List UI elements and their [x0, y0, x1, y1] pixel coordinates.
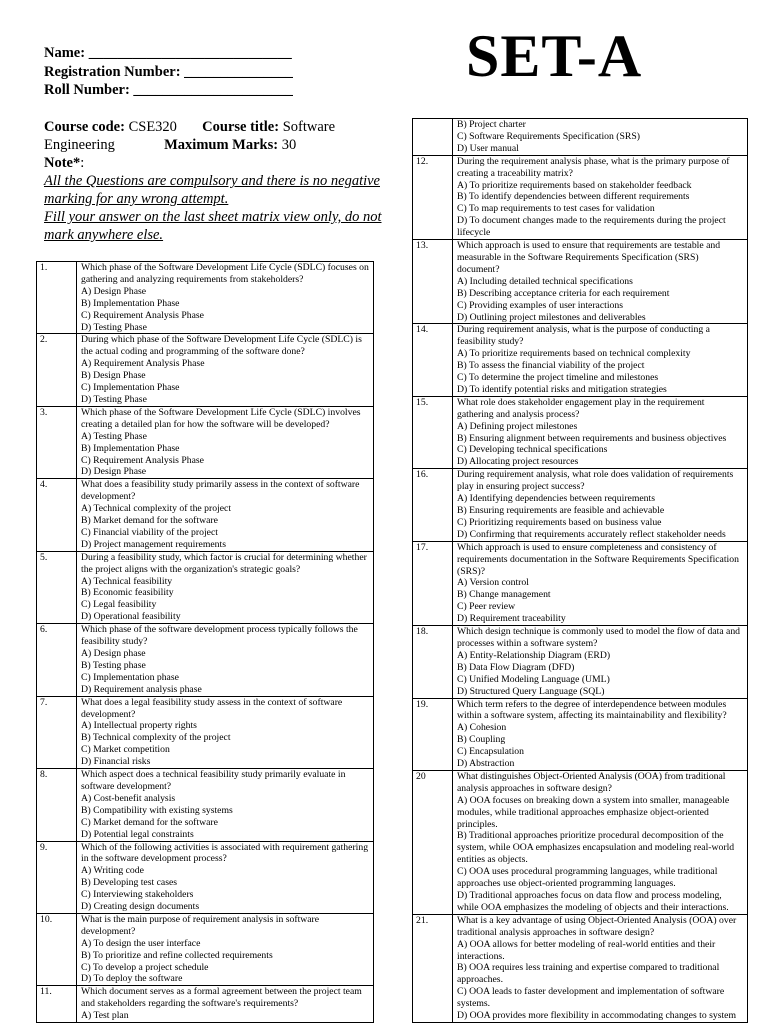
course-line-2 — [44, 136, 384, 154]
max-marks: 30 — [281, 137, 297, 153]
answer-option: A) Technical feasibility — [81, 575, 173, 587]
answer-option: A) OOA allows for better modeling of real-world entities and their interactions. — [457, 938, 716, 962]
question-row — [37, 696, 374, 768]
question-text: During requirement analysis, what is the purpose of conducting a feasibility study? — [457, 324, 710, 348]
answer-option: B) Economic feasibility — [81, 587, 174, 599]
answer-option: C) Legal feasibility — [81, 599, 157, 611]
question-row — [413, 914, 748, 1022]
question-body — [77, 551, 374, 623]
question-text: What does a legal feasibility study assess in the context of software development? — [81, 696, 343, 720]
question-number: 14. — [413, 324, 453, 396]
answer-option: A) Technical complexity of the project — [81, 503, 232, 515]
answer-option: C) OOA uses procedural programming languages, while traditional approaches use object-oriented programming languages. — [457, 866, 718, 890]
answer-option: C) Market competition — [81, 744, 170, 756]
question-row — [37, 406, 374, 478]
answer-option: D) Traditional approaches focus on data flow and process modeling, while OOA emphasizes the modeling of objects and their interactions. — [457, 890, 729, 913]
question-number: 5. — [37, 551, 77, 623]
answer-option: B) Project charter — [457, 119, 526, 130]
answer-option: B) Describing acceptance criteria for each requirement — [457, 287, 670, 299]
answer-option: B) Implementation Phase — [81, 297, 180, 309]
answer-option: D) Confirming that requirements accurately reflect stakeholder needs — [457, 528, 726, 540]
question-text: What is a key advantage of using Object-Oriented Analysis (OOA) over traditional analysis approaches in software design? — [457, 914, 737, 938]
answer-option: A) To prioritize requirements based on stakeholder feedback — [457, 179, 692, 191]
answer-option: A) Test plan — [81, 1010, 129, 1022]
answer-option: D) Testing Phase — [81, 321, 147, 333]
answer-option: A) To design the user interface — [81, 937, 201, 949]
question-number: 2. — [37, 334, 77, 406]
question-row — [37, 262, 374, 334]
answer-option: A) Design Phase — [81, 285, 147, 297]
answer-option: C) Software Requirements Specification (SRS) — [457, 130, 640, 142]
question-body — [453, 469, 748, 541]
registration-field-label: Registration Number: _______________ — [44, 63, 293, 80]
answer-option: B) Implementation Phase — [81, 442, 180, 454]
set-title: SET-A — [466, 23, 643, 89]
answer-option: D) Outlining project milestones and deliverables — [457, 311, 646, 323]
question-table-left — [36, 261, 374, 1023]
answer-option: A) Entity-Relationship Diagram (ERD) — [457, 649, 611, 661]
question-body — [453, 324, 748, 396]
question-text: Which document serves as a formal agreement between the project team and stakeholders regarding the software's requirements? — [81, 986, 362, 1010]
question-number: 12. — [413, 155, 453, 239]
answer-option: D) Requirement analysis phase — [81, 683, 202, 695]
answer-option: A) Testing Phase — [81, 430, 147, 442]
question-text: What role does stakeholder engagement play in the requirement gathering and analysis process? — [457, 396, 705, 420]
answer-option: C) Interviewing stakeholders — [81, 889, 194, 901]
question-number: 13. — [413, 240, 453, 324]
question-row — [37, 551, 374, 623]
answer-option: A) Defining project milestones — [457, 420, 578, 432]
note-colon: : — [80, 155, 85, 171]
answer-option: D) Allocating project resources — [457, 456, 579, 468]
course-title-label: Course title: — [202, 119, 280, 135]
answer-option: B) Change management — [457, 589, 551, 601]
answer-option: A) To prioritize requirements based on technical complexity — [457, 348, 691, 360]
max-marks-label: Maximum Marks: — [164, 137, 279, 153]
question-row — [37, 624, 374, 696]
question-row — [37, 334, 374, 406]
answer-option: B) Testing phase — [81, 659, 146, 671]
question-text: Which approach is used to ensure that requirements are testable and measurable in the Software Requirements Specification (SRS) document? — [457, 240, 721, 275]
question-body — [453, 698, 748, 770]
answer-option: D) OOA provides more flexibility in accommodating changes to system — [457, 1010, 736, 1022]
question-number: 9. — [37, 841, 77, 913]
question-body — [453, 541, 748, 625]
answer-option: C) Prioritizing requirements based on business value — [457, 516, 662, 528]
question-number: 10. — [37, 913, 77, 985]
question-text: During which phase of the Software Development Life Cycle (SDLC) is the actual coding and programming of the software done? — [81, 334, 362, 358]
answer-option: B) Design Phase — [81, 370, 146, 382]
question-row — [413, 119, 748, 156]
question-number: 6. — [37, 624, 77, 696]
question-row — [37, 913, 374, 985]
question-body — [453, 396, 748, 468]
answer-option: C) OOA leads to faster development and implementation of software systems. — [457, 986, 725, 1010]
answer-option: A) Intellectual property rights — [81, 720, 197, 732]
question-body — [453, 155, 748, 239]
name-field-label: Name: ____________________________ — [44, 45, 292, 61]
answer-option: D) Potential legal constraints — [81, 828, 194, 840]
answer-option: B) Market demand for the software — [81, 515, 218, 527]
answer-option: B) Ensuring alignment between requirements and business objectives — [457, 432, 727, 444]
question-body — [77, 262, 374, 334]
question-body — [77, 986, 374, 1023]
answer-option: D) User manual — [457, 142, 519, 154]
question-text: What distinguishes Object-Oriented Analysis (OOA) from traditional analysis approaches in software design? — [457, 770, 726, 794]
question-text: Which approach is used to ensure completeness and consistency of requirements documentation in the Software Requirements Specification (SRS)? — [457, 541, 739, 577]
question-body — [453, 626, 748, 698]
answer-option: D) To document changes made to the requirements during the project lifecycle — [457, 215, 726, 239]
question-number — [413, 119, 453, 156]
question-row — [413, 240, 748, 324]
question-text: Which aspect does a technical feasibility study primarily evaluate in software development? — [81, 769, 346, 792]
answer-option: C) Unified Modeling Language (UML) — [457, 673, 610, 685]
answer-option: C) Encapsulation — [457, 746, 524, 758]
answer-option: A) Writing code — [81, 865, 144, 877]
note-line-2: Fill your answer on the last sheet matrix view only, do not mark anywhere else. — [44, 209, 382, 243]
answer-option: B) Ensuring requirements are feasible and achievable — [457, 505, 665, 516]
question-number: 1. — [37, 262, 77, 334]
answer-option: C) To develop a project schedule — [81, 961, 209, 973]
question-body — [77, 841, 374, 913]
question-body — [77, 696, 374, 768]
answer-option: D) Design Phase — [81, 466, 147, 478]
answer-option: C) Financial viability of the project — [81, 526, 218, 538]
answer-option: A) Version control — [457, 577, 529, 589]
question-row — [413, 396, 748, 468]
answer-option: C) Developing technical specifications — [457, 444, 608, 456]
question-body — [453, 770, 748, 914]
question-row — [413, 155, 748, 239]
answer-option: B) OOA requires less training and expertise compared to traditional approaches. — [457, 962, 720, 986]
question-body — [77, 406, 374, 478]
answer-option: A) Cohesion — [457, 722, 507, 734]
answer-option: D) Project management requirements — [81, 538, 226, 550]
answer-option: B) To identify dependencies between different requirements — [457, 191, 690, 203]
question-number: 18. — [413, 626, 453, 698]
answer-option: D) To identify potential risks and mitigation strategies — [457, 383, 667, 395]
answer-option: C) Peer review — [457, 601, 516, 613]
question-row — [413, 770, 748, 914]
answer-option: A) Cost-benefit analysis — [81, 792, 176, 804]
course-title-part2: Engineering — [44, 137, 115, 153]
question-row — [413, 626, 748, 698]
question-text: Which phase of the Software Development Life Cycle (SDLC) involves creating a detailed plan for how the software will be developed? — [81, 406, 361, 430]
question-body — [77, 913, 374, 985]
course-code-label: Course code: — [44, 119, 125, 135]
note-label: Note* — [44, 155, 81, 171]
question-row — [37, 479, 374, 551]
question-row — [37, 769, 374, 841]
answer-option: C) To determine the project timeline and milestones — [457, 372, 659, 384]
answer-option: D) Operational feasibility — [81, 611, 181, 623]
question-text: Which design technique is commonly used to model the flow of data and processes within a software system? — [457, 626, 741, 649]
question-number: 19. — [413, 698, 453, 770]
answer-option: C) To map requirements to test cases for validation — [457, 203, 655, 215]
question-number: 8. — [37, 769, 77, 841]
question-body — [77, 624, 374, 696]
question-number: 21. — [413, 914, 453, 1022]
question-number: 4. — [37, 479, 77, 551]
question-body — [453, 240, 748, 324]
note-line-1: All the Questions are compulsory and there is no negative marking for any wrong attempt. — [44, 173, 380, 207]
question-number: 3. — [37, 406, 77, 478]
answer-option: A) OOA focuses on breaking down a system into smaller, manageable modules, while traditional approaches emphasize object-oriented principles. — [457, 794, 730, 830]
answer-option: C) Providing examples of user interactions — [457, 299, 623, 311]
question-number: 17. — [413, 541, 453, 625]
question-table-right — [412, 118, 748, 1023]
student-info-block — [44, 44, 384, 100]
question-body — [77, 479, 374, 551]
question-row — [37, 841, 374, 913]
answer-option: C) Implementation phase — [81, 671, 179, 683]
question-text: Which term refers to the degree of interdependence between modules within a software system, affecting its maintainability and flexibility? — [457, 698, 727, 722]
answer-option: B) To prioritize and refine collected requirements — [81, 949, 273, 961]
question-row — [413, 541, 748, 625]
answer-option: B) Compatibility with existing systems — [81, 804, 233, 816]
course-line-1 — [44, 118, 384, 136]
question-body — [77, 334, 374, 406]
question-number: 7. — [37, 696, 77, 768]
answer-option: A) Requirement Analysis Phase — [81, 358, 205, 370]
answer-option: D) Structured Query Language (SQL) — [457, 685, 605, 697]
question-number: 15. — [413, 396, 453, 468]
question-text: Which of the following activities is associated with requirement gathering in the software development process? — [81, 841, 369, 865]
answer-option: A) Identifying dependencies between requirements — [457, 493, 655, 505]
question-text: During requirement analysis, what role does validation of requirements play in ensuring project success? — [457, 469, 734, 493]
roll-field-label: Roll Number: ______________________ — [44, 82, 293, 98]
question-row — [413, 324, 748, 396]
question-row — [413, 469, 748, 541]
answer-option: B) Coupling — [457, 734, 506, 746]
question-body — [77, 769, 374, 841]
question-body — [453, 119, 748, 156]
question-row — [37, 986, 374, 1023]
question-number: 20 — [413, 770, 453, 914]
answer-option: C) Requirement Analysis Phase — [81, 454, 204, 466]
answer-option: A) Including detailed technical specifications — [457, 275, 633, 287]
question-number: 11. — [37, 986, 77, 1023]
question-text: During a feasibility study, which factor is crucial for determining whether the project aligns with the organization's strategic goals? — [81, 551, 367, 575]
answer-option: B) To assess the financial viability of the project — [457, 360, 645, 372]
question-text: Which phase of the Software Development Life Cycle (SDLC) focuses on gathering and analyzing requirements from stakeholders? — [81, 262, 369, 285]
answer-option: D) Financial risks — [81, 756, 151, 768]
question-text: Which phase of the software development process typically follows the feasibility study? — [81, 624, 358, 648]
answer-option: D) Requirement traceability — [457, 613, 566, 625]
answer-option: D) Abstraction — [457, 758, 515, 770]
answer-option: D) Testing Phase — [81, 393, 147, 405]
answer-option: D) To deploy the software — [81, 973, 183, 985]
question-number: 16. — [413, 469, 453, 541]
answer-option: B) Data Flow Diagram (DFD) — [457, 661, 575, 673]
answer-option: B) Traditional approaches prioritize procedural decomposition of the system, while OOA emphasizes encapsulation and modeling real-world entities as objects. — [457, 830, 735, 866]
answer-option: C) Market demand for the software — [81, 816, 218, 828]
answer-option: B) Technical complexity of the project — [81, 732, 231, 744]
question-body — [453, 914, 748, 1022]
course-title-part1: Software — [282, 119, 336, 135]
answer-option: B) Developing test cases — [81, 877, 178, 889]
question-text: What is the main purpose of requirement analysis in software development? — [81, 913, 320, 937]
answer-option: A) Design phase — [81, 648, 146, 659]
answer-option: D) Creating design documents — [81, 901, 200, 913]
answer-option: C) Requirement Analysis Phase — [81, 309, 204, 321]
course-code: CSE320 — [128, 119, 177, 135]
question-text: What does a feasibility study primarily assess in the context of software development? — [81, 479, 360, 503]
question-row — [413, 698, 748, 770]
note-heading — [44, 154, 384, 172]
question-text: During the requirement analysis phase, what is the primary purpose of creating a traceability matrix? — [457, 155, 730, 179]
course-info-block — [44, 118, 384, 244]
answer-option: C) Implementation Phase — [81, 382, 180, 394]
